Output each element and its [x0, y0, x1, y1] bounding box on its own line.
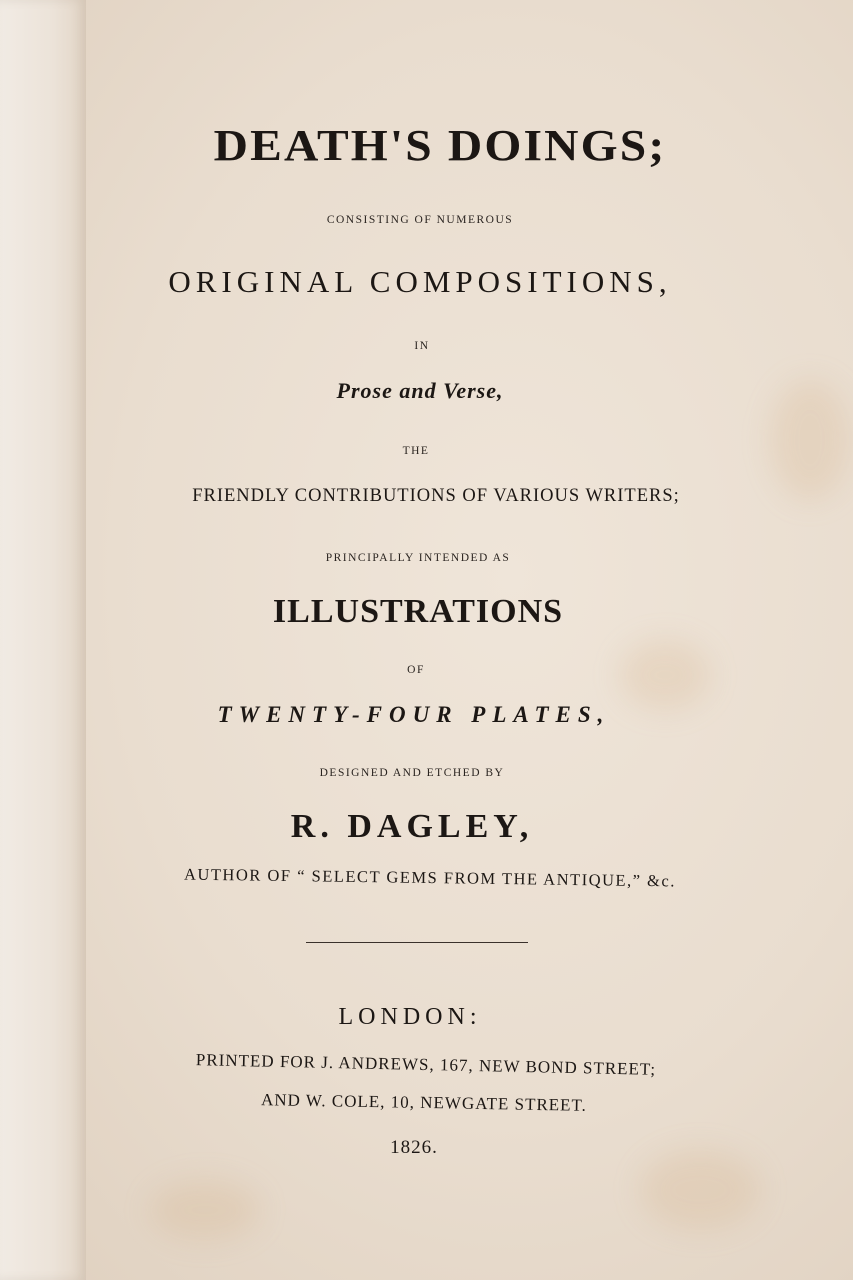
subtitle-the: THE — [402, 445, 430, 457]
subtitle-original-compositions: ORIGINAL COMPOSITIONS, — [168, 264, 672, 299]
subtitle-consisting: CONSISTING OF NUMEROUS — [326, 214, 514, 226]
subtitle-illustrations: ILLUSTRATIONS — [272, 593, 564, 630]
imprint-city: LONDON: — [338, 1004, 482, 1030]
paper-stain — [770, 380, 850, 500]
imprint-printer-line-1: PRINTED FOR J. ANDREWS, 167, NEW BOND STREET; — [195, 1050, 657, 1079]
book-gutter — [0, 0, 86, 1280]
subtitle-principally: PRINCIPALLY INTENDED AS — [325, 552, 511, 564]
imprint-printer-line-2: AND W. COLE, 10, NEWGATE STREET. — [260, 1090, 588, 1115]
subtitle-twenty-four-plates: TWENTY-FOUR PLATES, — [217, 702, 611, 727]
imprint-year: 1826. — [390, 1137, 438, 1158]
paper-stain — [150, 1180, 260, 1240]
subtitle-in: IN — [414, 340, 430, 352]
author-credits: AUTHOR OF “ SELECT GEMS FROM THE ANTIQUE,” &c. — [183, 864, 677, 891]
subtitle-prose-and-verse: Prose and Verse, — [336, 378, 504, 403]
subtitle-friendly-contributions: FRIENDLY CONTRIBUTIONS OF VARIOUS WRITERS; — [192, 486, 680, 506]
paper-stain — [640, 1150, 760, 1230]
book-title: DEATH'S DOINGS; — [213, 121, 667, 170]
divider-rule — [306, 942, 528, 943]
author-name: R. DAGLEY, — [290, 808, 534, 845]
subtitle-of: OF — [407, 664, 425, 676]
subtitle-designed-by: DESIGNED AND ETCHED BY — [319, 767, 505, 779]
